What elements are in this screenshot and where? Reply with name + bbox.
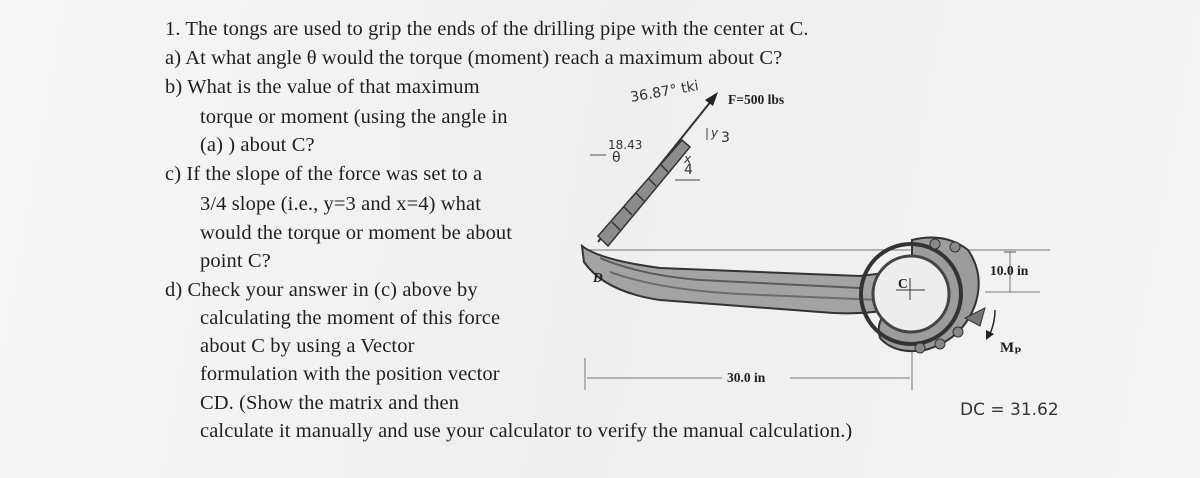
question-a: a) At what angle θ would the torque (moment) reach a maximum about C? — [165, 47, 783, 69]
handwritten-angle-value: 18.43 — [608, 138, 643, 152]
slope-x-value: 4 — [684, 162, 693, 178]
question-d-line1: d) Check your answer in (c) above by — [165, 279, 478, 301]
slope-y-label: y — [711, 126, 719, 140]
question-intro: 1. The tongs are used to grip the ends of the drilling pipe with the center at C. — [165, 18, 809, 40]
pipe-inner — [873, 256, 949, 332]
horizontal-dimension-label: 30.0 in — [727, 370, 766, 385]
question-d-line5: CD. (Show the matrix and then — [200, 392, 460, 414]
angle-theta-label: θ — [612, 150, 621, 166]
handwritten-dc-note: DC = 31.62 — [960, 400, 1059, 420]
question-c-line4: point C? — [200, 250, 271, 272]
question-d-line4: formulation with the position vector — [200, 363, 500, 385]
question-c-line2: 3/4 slope (i.e., y=3 and x=4) what — [200, 193, 482, 215]
question-d-line6: calculate it manually and use your calculator to verify the manual calculation.) — [200, 420, 853, 442]
question-b-line2: torque or moment (using the angle in — [200, 106, 508, 128]
point-c-label: C — [898, 276, 908, 291]
question-b-line1: b) What is the value of that maximum — [165, 76, 480, 98]
question-b-line3: (a) ) about C? — [200, 134, 315, 156]
moment-label: Mₚ — [1000, 340, 1022, 356]
slope-y-value: 3 — [721, 130, 730, 146]
question-d-line2: calculating the moment of this force — [200, 307, 501, 329]
moment-arrow — [990, 310, 995, 334]
point-d-label: D — [593, 270, 603, 285]
slope-x-label: x — [684, 152, 692, 166]
question-c-line3: would the torque or moment be about — [200, 222, 513, 244]
vertical-dimension-label: 10.0 in — [990, 263, 1029, 278]
handwritten-angle-note: 36.87° tki — [629, 78, 700, 106]
question-d-line3: about C by using a Vector — [200, 335, 415, 357]
question-c-line1: c) If the slope of the force was set to a — [165, 163, 483, 185]
force-label: F=500 lbs — [728, 92, 785, 107]
force-arrowhead — [705, 92, 718, 106]
